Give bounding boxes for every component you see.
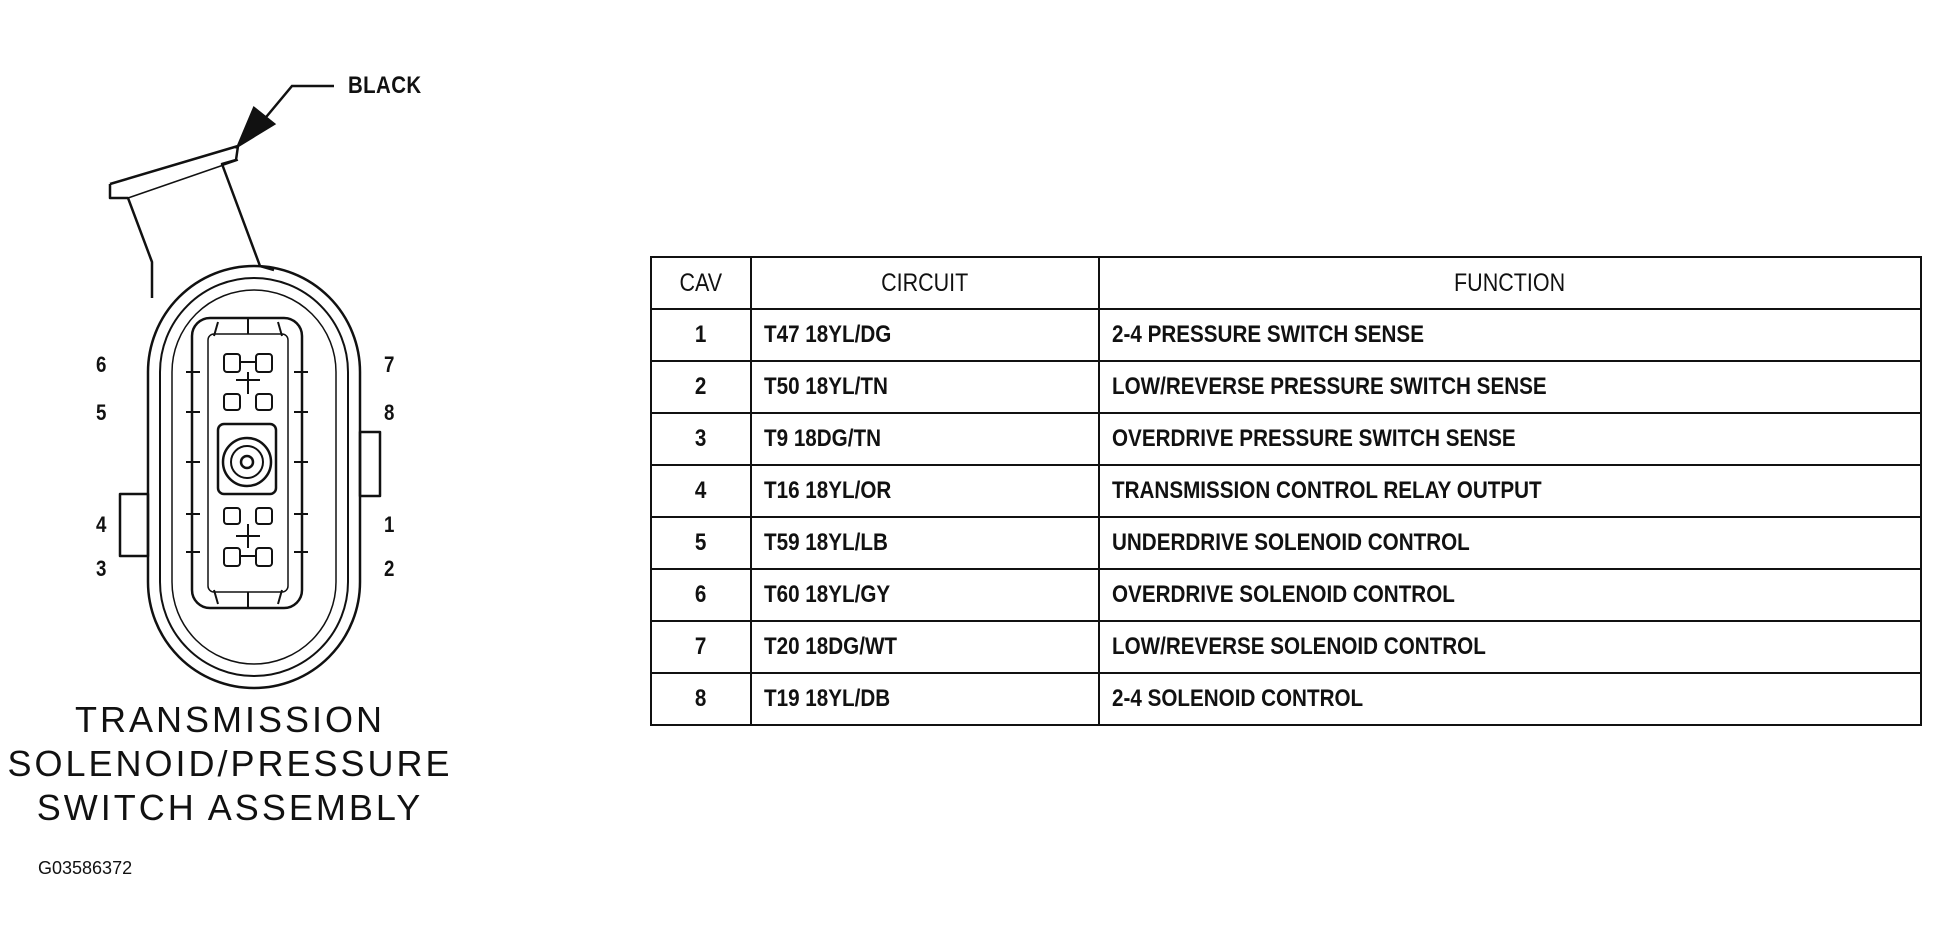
table-row — [651, 361, 1921, 413]
cell-cav: 7 — [651, 621, 751, 673]
cell-function: 2-4 PRESSURE SWITCH SENSE — [1099, 309, 1921, 361]
pin-label-5: 5 — [96, 400, 107, 425]
cell-circuit: T59 18YL/LB — [751, 517, 1099, 569]
table-row — [651, 309, 1921, 361]
table-header-row — [651, 257, 1921, 309]
header-function: FUNCTION — [1099, 257, 1921, 309]
cell-circuit: T60 18YL/GY — [751, 569, 1099, 621]
cell-function: UNDERDRIVE SOLENOID CONTROL — [1099, 517, 1921, 569]
header-circuit: CIRCUIT — [751, 257, 1099, 309]
connector-side-key-left — [120, 494, 148, 556]
cell-function: OVERDRIVE PRESSURE SWITCH SENSE — [1099, 413, 1921, 465]
cell-cav: 4 — [651, 465, 751, 517]
header-cav: CAV — [651, 257, 751, 309]
cell-circuit: T9 18DG/TN — [751, 413, 1099, 465]
cell-circuit: T20 18DG/WT — [751, 621, 1099, 673]
pin-label-1: 1 — [384, 512, 395, 537]
cell-cav: 6 — [651, 569, 751, 621]
table-row — [651, 517, 1921, 569]
figure-id: G03586372 — [38, 858, 133, 878]
cell-circuit: T50 18YL/TN — [751, 361, 1099, 413]
connector-color-label: BLACK — [348, 72, 422, 99]
table-row — [651, 621, 1921, 673]
cell-function: TRANSMISSION CONTROL RELAY OUTPUT — [1099, 465, 1921, 517]
table-row — [651, 465, 1921, 517]
pin-label-3: 3 — [96, 556, 107, 581]
cell-function: LOW/REVERSE SOLENOID CONTROL — [1099, 621, 1921, 673]
cell-circuit: T19 18YL/DB — [751, 673, 1099, 725]
color-leader-line — [262, 86, 334, 122]
cell-function: OVERDRIVE SOLENOID CONTROL — [1099, 569, 1921, 621]
assembly-title-line-1: TRANSMISSION — [74, 699, 386, 740]
cell-function: LOW/REVERSE PRESSURE SWITCH SENSE — [1099, 361, 1921, 413]
cell-circuit: T16 18YL/OR — [751, 465, 1099, 517]
pin-label-4: 4 — [96, 512, 107, 537]
cell-cav: 3 — [651, 413, 751, 465]
table-row — [651, 673, 1921, 725]
cell-function: 2-4 SOLENOID CONTROL — [1099, 673, 1921, 725]
table-row — [651, 569, 1921, 621]
pin-label-6: 6 — [96, 352, 107, 377]
connector-latch-arm — [110, 146, 274, 298]
connector-side-key-right — [360, 432, 380, 496]
cavity-table — [650, 256, 1922, 726]
pin-label-8: 8 — [384, 400, 395, 425]
pin-label-2: 2 — [384, 556, 395, 581]
cell-cav: 8 — [651, 673, 751, 725]
cell-circuit: T47 18YL/DG — [751, 309, 1099, 361]
table-row — [651, 413, 1921, 465]
pin-label-7: 7 — [384, 352, 395, 377]
assembly-title-line-2: SOLENOID/PRESSURE — [7, 743, 453, 784]
assembly-title-line-3: SWITCH ASSEMBLY — [36, 787, 424, 828]
cell-cav: 2 — [651, 361, 751, 413]
connector-center-seal — [218, 424, 276, 494]
cell-cav: 5 — [651, 517, 751, 569]
assembly-title — [0, 698, 460, 830]
cell-cav: 1 — [651, 309, 751, 361]
